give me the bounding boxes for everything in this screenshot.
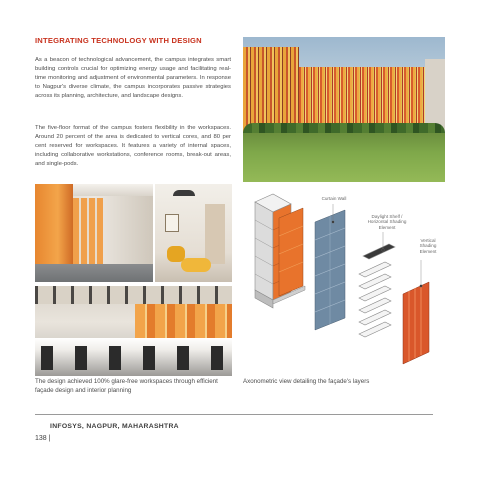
caption-axonometric: Axonometric view detailing the façade's layers xyxy=(243,378,370,385)
section-heading: INTEGRATING TECHNOLOGY WITH DESIGN xyxy=(35,36,202,45)
footer-project-title: INFOSYS, NAGPUR, MAHARASHTRA xyxy=(50,423,179,430)
curtain-wall-layer xyxy=(315,210,345,330)
label-daylight-shelf: Daylight Shelf / Horizontal Shading Element xyxy=(367,214,407,230)
vertical-shading-layer xyxy=(403,282,429,364)
open-office-photo xyxy=(35,286,232,376)
orange-panel-layer xyxy=(279,208,303,296)
building-exterior-photo xyxy=(243,37,445,182)
label-vertical-shading: Vertical Shading Element xyxy=(419,238,437,254)
corridor-interior-photo xyxy=(35,184,153,282)
page-number: 138 | xyxy=(35,435,51,442)
axonometric-facade-diagram xyxy=(243,190,448,375)
footer-divider xyxy=(35,414,433,415)
label-curtain-wall: Curtain Wall xyxy=(321,196,347,201)
daylight-shelf-layer xyxy=(359,244,395,337)
caption-office-photo: The design achieved 100% glare-free workspaces through efficient façade design and interior planning xyxy=(35,378,218,394)
lounge-interior-photo xyxy=(155,184,232,282)
body-paragraph-2: The five-floor format of the campus fosters flexibility in the workspaces. Around 20 percent of the area is dedicated to vertical cores, and 80 per cent reserved for workspaces. It features a variety of internal spaces, including collaborative workstations, conference rooms, break-out areas, and single-pods. xyxy=(35,125,231,168)
body-paragraph-1: As a beacon of technological advancement, the campus integrates smart building controls crucial for optimizing energy usage and facilitating real-time monitoring and adjustment of environmental parameters. In response to Nagpur's diverse climate, the campus incorporates passive strategies across its planning, architecture, and landscape designs. xyxy=(35,57,231,100)
